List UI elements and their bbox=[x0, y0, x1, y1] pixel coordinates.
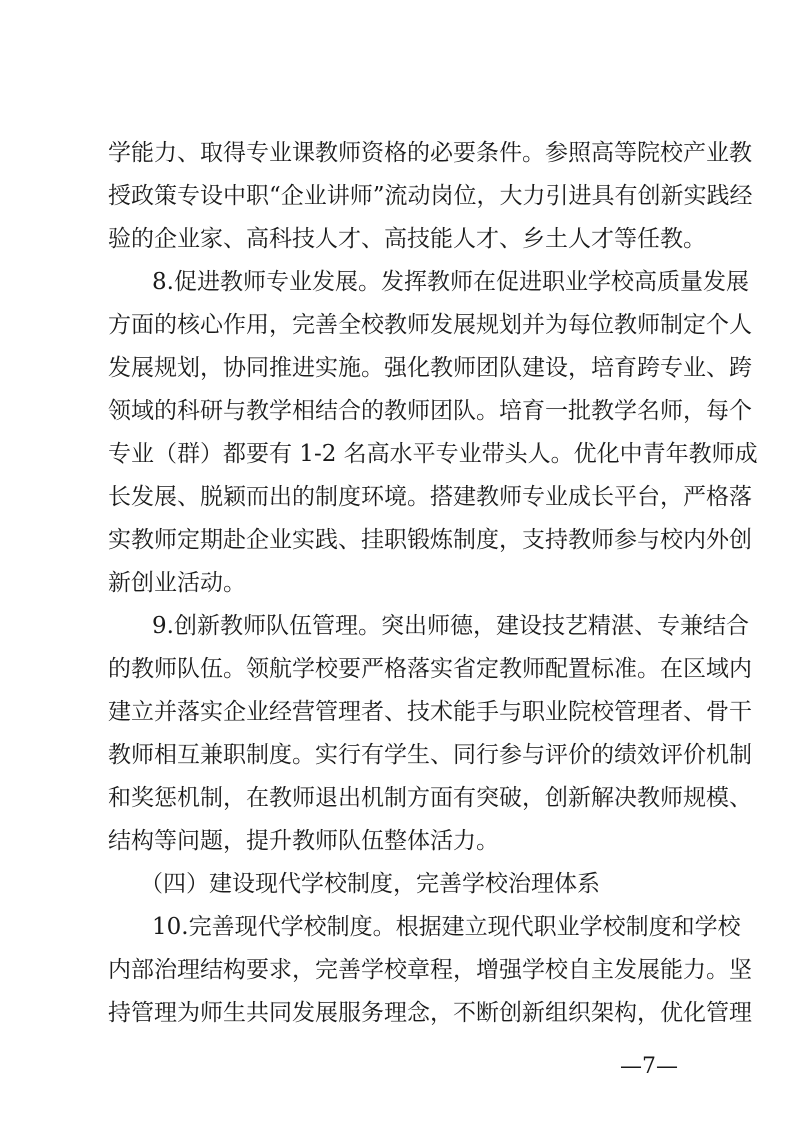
text-line: 的教师队伍。领航学校要严格落实省定教师配置标准。在区域内 bbox=[108, 656, 752, 682]
text-line: 建立并落实企业经营管理者、技术能手与职业院校管理者、骨干 bbox=[108, 699, 752, 725]
text-line: 9.创新教师队伍管理。突出师德，建设技艺精湛、专兼结合 bbox=[152, 613, 749, 639]
text-line: 10.完善现代学校制度。根据建立现代职业学校制度和学校 bbox=[152, 914, 741, 940]
text-line: 方面的核心作用，完善全校教师发展规划并为每位教师制定个人 bbox=[108, 312, 752, 338]
text-line: 实教师定期赴企业实践、挂职锻炼制度，支持教师参与校内外创 bbox=[108, 527, 752, 553]
text-line: 学能力、取得专业课教师资格的必要条件。参照高等院校产业教 bbox=[108, 140, 752, 166]
text-line: 和奖惩机制，在教师退出机制方面有突破，创新解决教师规模、 bbox=[108, 785, 752, 811]
text-line: 授政策专设中职“企业讲师”流动岗位，大力引进具有创新实践经 bbox=[108, 183, 753, 209]
section-heading: （四）建设现代学校制度，完善学校治理体系 bbox=[140, 871, 600, 897]
page-number: —7— bbox=[620, 1054, 678, 1079]
text-line: 8.促进教师专业发展。发挥教师在促进职业学校高质量发展 bbox=[152, 269, 749, 295]
text-line: 领域的科研与教学相结合的教师团队。培育一批教学名师，每个 bbox=[108, 398, 752, 424]
text-line: 长发展、脱颖而出的制度环境。搭建教师专业成长平台，严格落 bbox=[108, 484, 752, 510]
text-line: 内部治理结构要求，完善学校章程，增强学校自主发展能力。坚 bbox=[108, 957, 752, 983]
text-line: 持管理为师生共同发展服务理念，不断创新组织架构，优化管理 bbox=[108, 1000, 752, 1026]
text-line: 教师相互兼职制度。实行有学生、同行参与评价的绩效评价机制 bbox=[108, 742, 752, 768]
text-line: 结构等问题，提升教师队伍整体活力。 bbox=[108, 828, 499, 854]
text-line: 验的企业家、高科技人才、高技能人才、乡土人才等任教。 bbox=[108, 226, 706, 252]
text-line: 发展规划，协同推进实施。强化教师团队建设，培育跨专业、跨 bbox=[108, 355, 752, 381]
text-line: 新创业活动。 bbox=[108, 570, 246, 596]
text-line: 专业（群）都要有 1-2 名高水平专业带头人。优化中青年教师成 bbox=[108, 441, 758, 467]
